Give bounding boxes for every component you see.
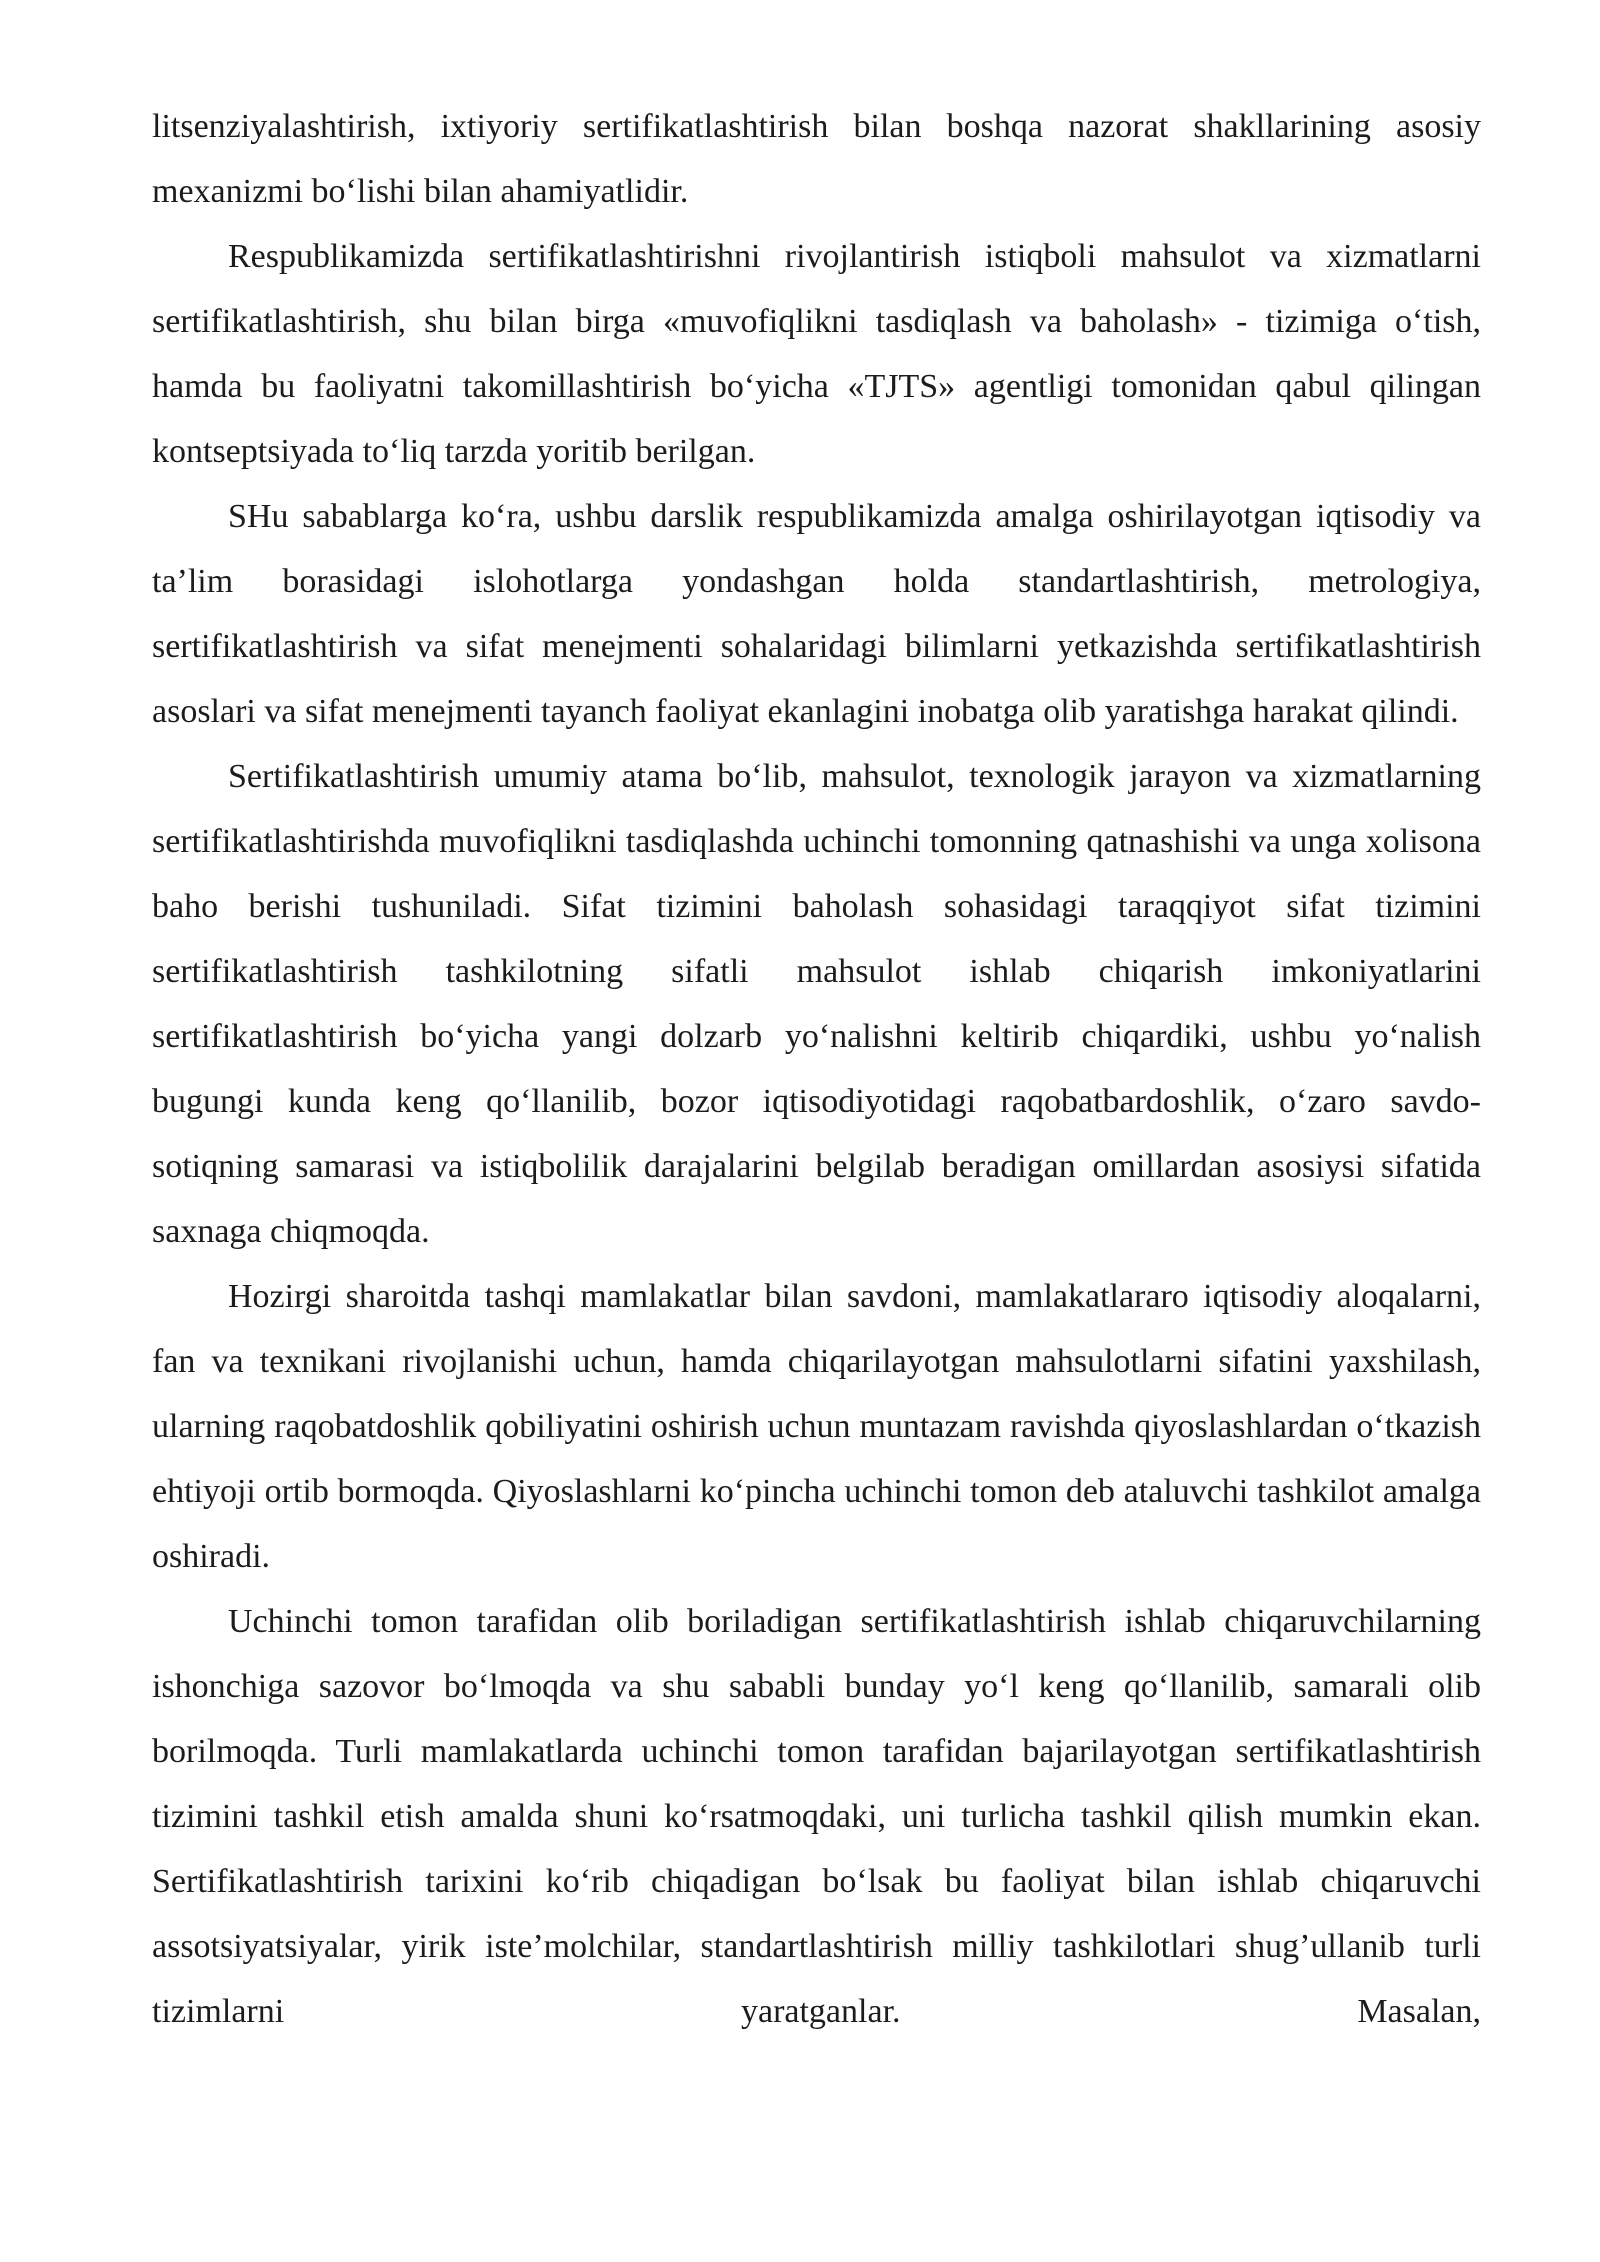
paragraph-textbook-purpose: SHu sabablarga ko‘ra, ushbu darslik respublikamizda amalga oshirilayotgan iqtisodiy va ta’lim borasidagi islohotlarga yondashgan holda standartlashtirish, metrologiya, sertifikatlashtirish va sifat menejmenti sohalaridagi bilimlarni yetkazishda sertifikatlashtirish asoslari va sifat menejmenti tayanch faoliyat ekanlagini inobatga olib yaratishga harakat qilindi.: [152, 498, 1481, 730]
paragraph-continuation: litsenziyalashtirish, ixtiyoriy sertifikatlashtirish bilan boshqa nazorat shakllarining asosiy mexanizmi bo‘lishi bilan ahamiyatlidir.: [152, 108, 1481, 210]
paragraph-certification-definition: Sertifikatlashtirish umumiy atama bo‘lib, mahsulot, texnologik jarayon va xizmatlarning sertifikatlashtirishda muvofiqlikni tasdiqlashda uchinchi tomonning qatnashishi va unga xolisona baho berishi tushuniladi. Sifat tizimini baholash sohasidagi taraqqiyot sifat tizimini sertifikatlashtirish tashkilotning sifatli mahsulot ishlab chiqarish imkoniyatlarini sertifikatlashtirish bo‘yicha yangi dolzarb yo‘nalishni keltirib chiqardiki, ushbu yo‘nalish bugungi kunda keng qo‘llanilib, bozor iqtisodiyotidagi raqobatbardoshlik, o‘zaro savdo- sotiqning samarasi va istiqbolilik darajalarini belgilab beradigan omillardan asosiysi sifatida saxnaga chiqmoqda.: [152, 758, 1481, 1250]
paragraph-current-conditions: Hozirgi sharoitda tashqi mamlakatlar bilan savdoni, mamlakatlararo iqtisodiy aloqalarni, fan va texnikani rivojlanishi uchun, hamda chiqarilayotgan mahsulotlarni sifatini yaxshilash, ularning raqobatdoshlik qobiliyatini oshirish uchun muntazam ravishda qiyoslashlardan o‘tkazish ehtiyoji ortib bormoqda. Qiyoslashlarni ko‘pincha uchinchi tomon deb ataluvchi tashkilot amalga oshiradi.: [152, 1278, 1481, 1575]
paragraph-third-party: Uchinchi tomon tarafidan olib boriladigan sertifikatlashtirish ishlab chiqaruvchilarning ishonchiga sazovor bo‘lmoqda va shu sababli bunday yo‘l keng qo‘llanilib, samarali olib borilmoqda. Turli mamlakatlarda uchinchi tomon tarafidan bajarilayotgan sertifikatlashtirish tizimini tashkil etish amalda shuni ko‘rsatmoqdaki, uni turlicha tashkil qilish mumkin ekan. Sertifikatlashtirish tarixini ko‘rib chiqadigan bo‘lsak bu faoliyat bilan ishlab chiqaruvchi assotsiyatsiyalar, yirik iste’molchilar, standartlashtirish milliy tashkilotlari shug’ullanib turli tizimlarni yaratganlar. Masalan,: [152, 1603, 1481, 2030]
document-page: [152, 94, 1481, 2044]
paragraph-development-prospects: Respublikamizda sertifikatlashtirishni rivojlantirish istiqboli mahsulot va xizmatlarni sertifikatlashtirish, shu bilan birga «muvofiqlikni tasdiqlash va baholash» - tizimiga o‘tish, hamda bu faoliyatni takomillashtirish bo‘yicha «TJTS» agentligi tomonidan qabul qilingan kontseptsiyada to‘liq tarzda yoritib berilgan.: [152, 238, 1481, 470]
